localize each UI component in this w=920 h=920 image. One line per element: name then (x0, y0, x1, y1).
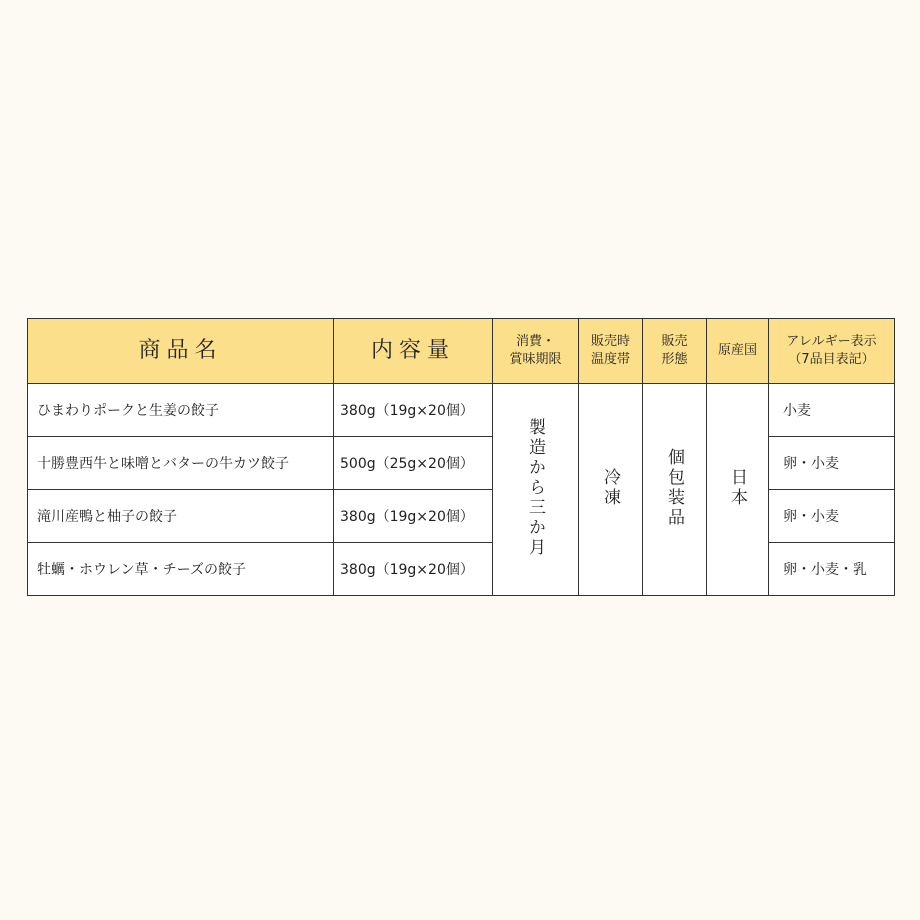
header-allergy-line1: アレルギー表示 (786, 334, 877, 350)
allergy-cell: 卵・小麦 (769, 437, 895, 490)
header-origin: 原産国 (707, 319, 769, 384)
header-product-name: 商品名 (28, 319, 334, 384)
header-expiry-line2: 賞味期限 (509, 352, 562, 367)
header-temperature (579, 319, 643, 384)
product-name-cell: 十勝豊西牛と味噌とバターの牛カツ餃子 (28, 437, 334, 490)
temperature-cell (579, 384, 643, 596)
allergy-cell: 卵・小麦・乳 (769, 543, 895, 596)
table-row (28, 384, 895, 437)
expiry-cell (493, 384, 579, 596)
temperature-text: 冷凍 (600, 467, 620, 508)
product-name-cell: 牡蠣・ホウレン草・チーズの餃子 (28, 543, 334, 596)
header-allergy (769, 319, 895, 384)
volume-cell: 380g（19g×20個） (334, 384, 493, 437)
product-name-cell: 滝川産鴨と柚子の餃子 (28, 490, 334, 543)
product-name-cell: ひまわりポークと生姜の餃子 (28, 384, 334, 437)
product-spec-table (27, 318, 895, 596)
header-expiry-line1: 消費・ (515, 334, 555, 350)
header-sales-form-line2: 形態 (661, 352, 688, 367)
origin-text: 日本 (727, 467, 747, 508)
volume-cell: 500g（25g×20個） (334, 437, 493, 490)
header-sales-form (643, 319, 707, 384)
header-temperature-line1: 販売時 (590, 334, 630, 350)
sales-form-text: 個包装品 (664, 447, 684, 528)
sales-form-cell (643, 384, 707, 596)
header-expiry (493, 319, 579, 384)
header-row (28, 319, 895, 384)
origin-cell (707, 384, 769, 596)
header-allergy-line2: （7品目表記） (788, 352, 875, 367)
table-header (28, 319, 895, 384)
volume-cell: 380g（19g×20個） (334, 543, 493, 596)
allergy-cell: 卵・小麦 (769, 490, 895, 543)
header-temperature-line2: 温度帯 (590, 352, 630, 367)
allergy-cell: 小麦 (769, 384, 895, 437)
volume-cell: 380g（19g×20個） (334, 490, 493, 543)
header-volume: 内容量 (334, 319, 493, 384)
header-sales-form-line1: 販売 (661, 334, 688, 350)
table-body (28, 384, 895, 596)
expiry-text: 製造から三か月 (525, 417, 545, 558)
